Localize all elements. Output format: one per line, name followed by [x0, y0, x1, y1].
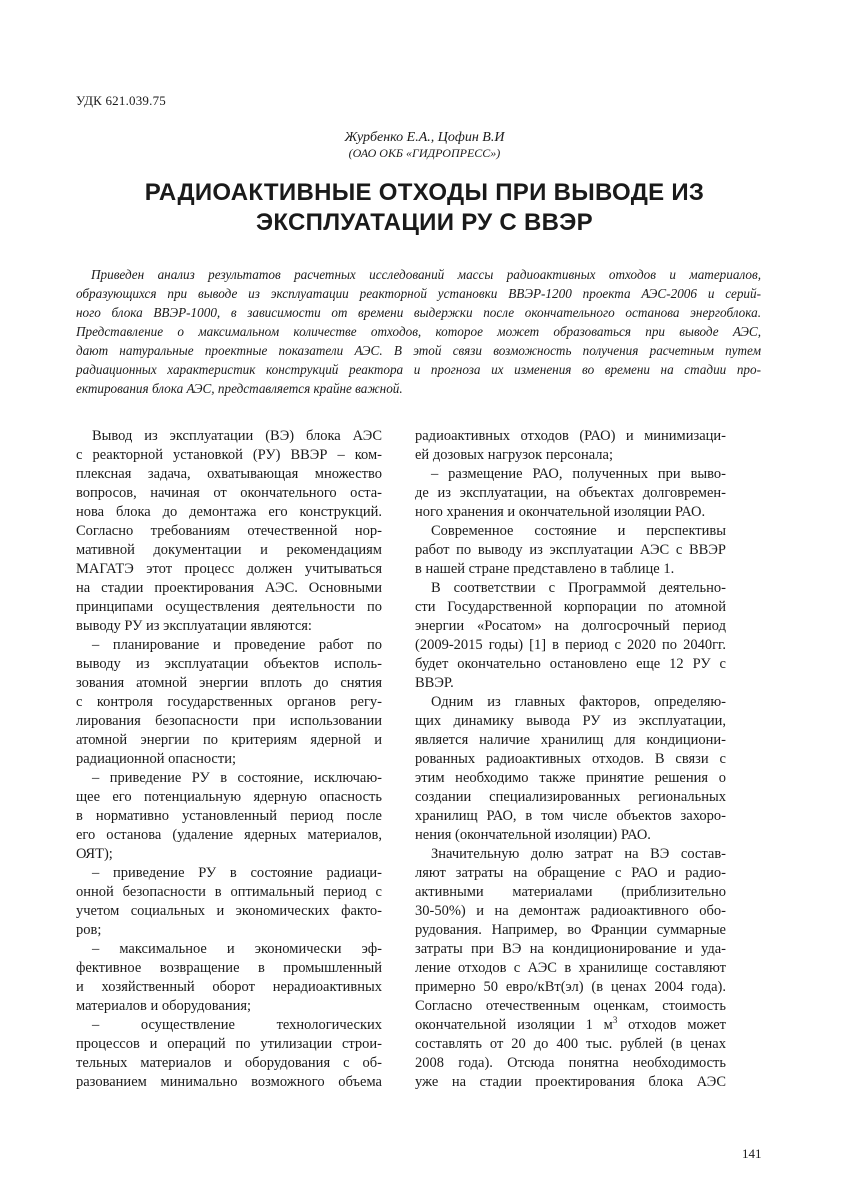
text-line: с реакторной установкой (РУ) ВВЭР – ком-	[76, 447, 382, 463]
text-line: энергии «Росатом» на долгосрочный период	[415, 618, 726, 634]
list-item-line: – приведение РУ в состояние, исключаю-	[92, 770, 382, 786]
text-line: тельных материалов и оборудования с об-	[76, 1055, 382, 1071]
text-line: процессов и операций по утилизации строи-	[76, 1036, 382, 1052]
text-line: Значительную долю затрат на ВЭ состав-	[431, 846, 726, 862]
text-line: 2008 года). Отсюда понятна необходимость	[415, 1055, 726, 1071]
list-item-line: – размещение РАО, полученных при выво-	[431, 466, 726, 482]
text-line: активными материалами (приблизительно	[415, 884, 726, 900]
abstract	[76, 265, 761, 398]
text-line: рованных радиоактивных отходов. В связи с	[415, 751, 726, 767]
text-line: мативной документации и рекомендациям	[76, 542, 382, 558]
abstract-line: Приведен анализ результатов расчетных исследований массы радиоактивных отходов и материалов,	[91, 267, 761, 282]
text-line: затраты при ВЭ на кондиционирование и уда-	[415, 941, 726, 957]
text-line	[415, 1016, 726, 1035]
text-line: (2009-2015 годы) [1] в период с 2020 по 2040гг.	[415, 637, 726, 653]
text-line: нова блока до демонтажа его конструкций.	[76, 504, 382, 520]
text-line: щих динамику вывода РУ из эксплуатации,	[415, 713, 726, 729]
abstract-line: радиационных характеристик конструкций реактора и прогноза их изменения во времени на стадии про-	[76, 362, 761, 377]
title-line: ЭКСПЛУАТАЦИИ РУ С ВВЭР	[256, 209, 593, 236]
text-line: лирования безопасности при использовании	[76, 713, 382, 729]
text-line: этим необходимо также принятие решения о	[415, 770, 726, 786]
title-line: РАДИОАКТИВНЫЕ ОТХОДЫ ПРИ ВЫВОДЕ ИЗ	[144, 179, 705, 206]
page-number: 141	[742, 1146, 762, 1161]
text-line: работ по выводу из эксплуатации АЭС с ВВЭР	[415, 542, 726, 558]
text-line: атомной энергии по критериям ядерной и	[76, 732, 382, 748]
text-line: учетом социальных и экономических факто-	[76, 903, 382, 919]
text-line: ров;	[76, 922, 102, 938]
text-line: радиоактивных отходов (РАО) и минимизаци-	[415, 428, 726, 444]
text-line: ного хранения и окончательной изоляции РАО.	[415, 504, 706, 520]
affiliation: (ОАО ОКБ «ГИДРОПРЕСС»)	[348, 146, 501, 160]
text-line: онной безопасности в оптимальный период с	[76, 884, 382, 900]
text-line: его останова (удаление ядерных материалов,	[76, 827, 382, 843]
text-line: выводу РУ из эксплуатации являются:	[76, 618, 312, 634]
text-line: с контроля государственных органов регу-	[76, 694, 382, 710]
list-item-line: – приведение РУ в состояние радиаци-	[92, 865, 382, 881]
list-item-line: – осуществление технологических	[92, 1017, 382, 1033]
text-line: создании специализированных региональных	[415, 789, 726, 805]
text-line: де из эксплуатации, на объектах долговремен-	[415, 485, 726, 501]
authors: Журбенко Е.А., Цофин В.И	[344, 130, 505, 145]
text-line: Согласно требованиям отечественной нор-	[76, 523, 382, 539]
text-line: составлять от 20 до 400 тыс. рублей (в ценах	[415, 1036, 726, 1052]
text-line: Современное состояние и перспективы	[431, 523, 726, 539]
article-title	[100, 178, 749, 238]
text-line: сти Государственной корпорации по атомной	[415, 599, 726, 615]
text-line: примерно 50 евро/кВт(эл) (в ценах 2004 года).	[415, 979, 726, 995]
text-line: на стадии проектирования АЭС. Основными	[76, 580, 382, 596]
text-line: и хозяйственный оборот нерадиоактивных	[76, 979, 382, 995]
text-line: фективное возвращение в промышленный	[76, 960, 382, 976]
text-line: принципами осуществления деятельности по	[76, 599, 382, 615]
text-fragment: отходов может	[617, 1017, 726, 1033]
text-line: Согласно отечественным оценкам, стоимость	[415, 998, 726, 1014]
text-line: Вывод из эксплуатации (ВЭ) блока АЭС	[92, 428, 382, 444]
list-item-line: – максимальное и экономически эф-	[92, 941, 382, 957]
text-line: нения (окончательной изоляции) РАО.	[415, 827, 651, 843]
text-line: радиационной опасности;	[76, 751, 236, 767]
abstract-line: Представление о максимальном количестве отходов, которое может образоваться при выводе АЭС,	[76, 324, 761, 339]
text-line: в нормативно установленный период после	[76, 808, 382, 824]
abstract-line: дают натуральные проектные показатели АЭС. В этой связи возможность получения расчетным путем	[76, 343, 761, 358]
superscript: 3	[612, 1015, 618, 1026]
text-line: Одним из главных факторов, определяю-	[431, 694, 726, 710]
abstract-line: ектирования блока АЭС, представляется крайне важной.	[76, 381, 403, 396]
text-line: материалов и оборудования;	[76, 998, 252, 1014]
text-line: МАГАТЭ этот процесс должен учитываться	[76, 561, 382, 577]
abstract-line: ного блока ВВЭР-1000, в зависимости от времени выдержки после окончательного останова энергоблока.	[76, 305, 761, 320]
text-line: выводу из эксплуатации объектов исполь-	[76, 656, 382, 672]
text-line: будет окончательно остановлено еще 12 РУ с	[415, 656, 726, 672]
body-column-left	[76, 427, 382, 1092]
text-line: ВВЭР.	[415, 675, 454, 691]
text-line: является наличие хранилищ для кондициони-	[415, 732, 726, 748]
text-line: 30-50%) и на демонтаж радиоактивного обо-	[415, 903, 726, 919]
text-fragment: окончательной изоляции 1 м	[415, 1017, 613, 1033]
text-line: ей дозовых нагрузок персонала;	[415, 447, 613, 463]
text-line: плексная задача, охватывающая множество	[76, 466, 382, 482]
text-line: уже на стадии проектирования блока АЭС	[415, 1074, 726, 1090]
text-line: ОЯТ);	[76, 846, 113, 862]
text-line: в нашей стране представлено в таблице 1.	[415, 561, 675, 577]
abstract-line: образующихся при выводе из эксплуатации реакторной установки ВВЭР-1200 проекта АЭС-2006 и серий-	[76, 286, 761, 301]
udk-code: УДК 621.039.75	[76, 93, 166, 108]
text-line: рудования. Например, во Франции суммарные	[415, 922, 726, 938]
text-line: вопросов, начиная от окончательного оста-	[76, 485, 382, 501]
list-item-line: – планирование и проведение работ по	[92, 637, 382, 653]
text-line: хранилищ РАО, в том числе объектов захоро-	[415, 808, 726, 824]
text-line: В соответствии с Программой деятельно-	[431, 580, 726, 596]
text-line: разованием минимально возможного объема	[76, 1074, 382, 1090]
text-line: ляют затраты на обращение с РАО и радио-	[415, 865, 726, 881]
text-line: щее его потенциальную ядерную опасность	[76, 789, 382, 805]
text-line: ление отходов с АЭС в хранилище составляют	[415, 960, 726, 976]
text-line: зования атомной энергии вплоть до снятия	[76, 675, 382, 691]
body-column-right	[415, 427, 726, 1092]
